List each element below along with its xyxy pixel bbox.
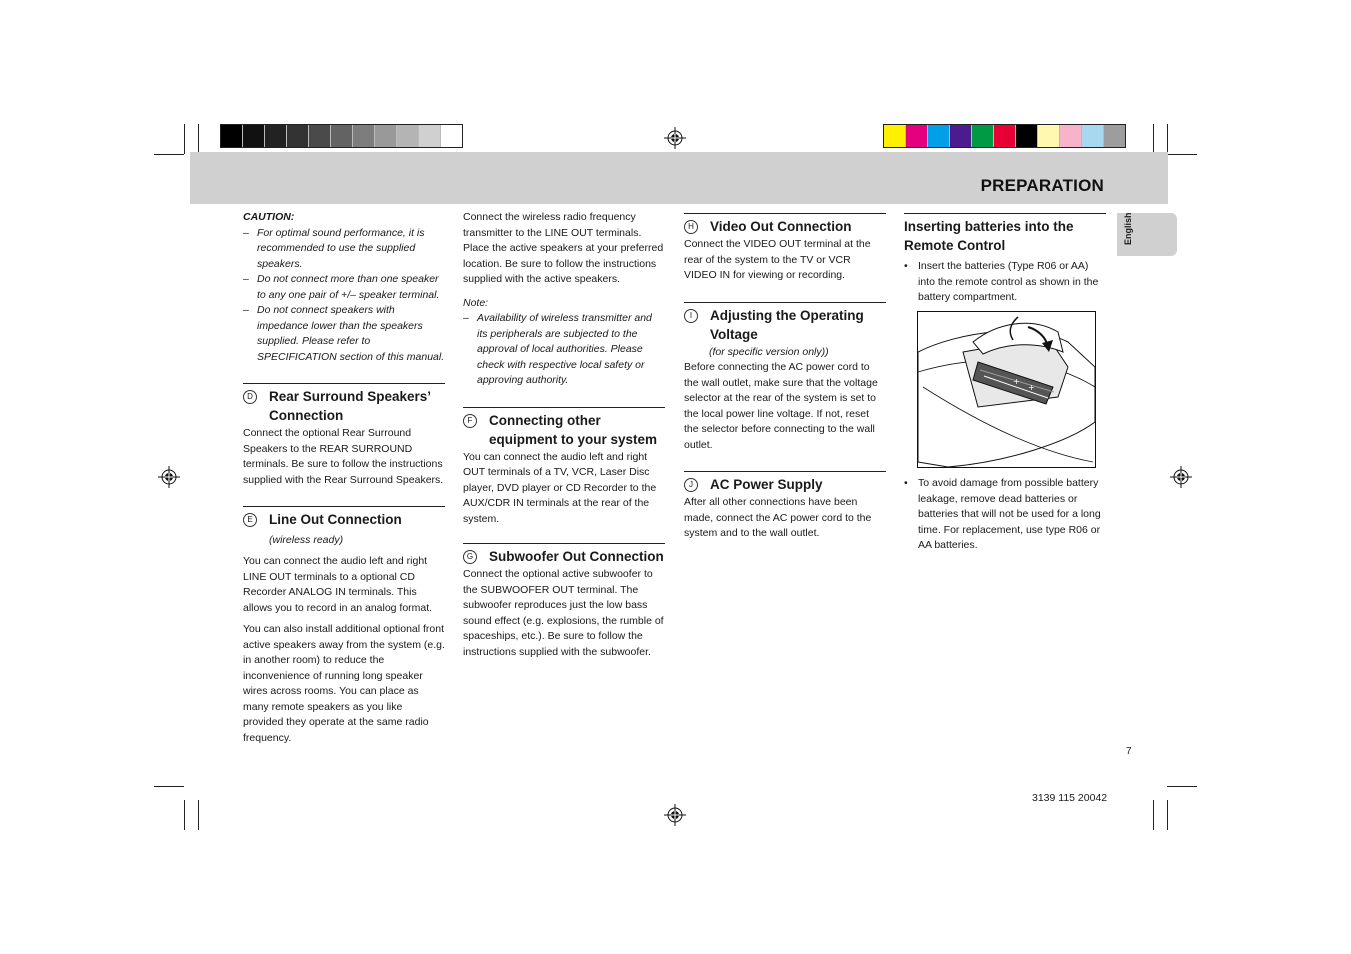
caution-title: CAUTION:	[243, 211, 295, 223]
crop-mark	[1167, 800, 1168, 830]
svg-text:+: +	[1013, 377, 1020, 386]
caution-item: – Do not connect speakers with impedance lower than the speakers supplied. Please refer to SPECIFICATION section of this manual.	[243, 303, 445, 365]
color-calibration-bar	[883, 124, 1126, 148]
section-body: After all other connections have been made, connect the AC power cord to the system and to the wall outlet.	[684, 496, 872, 539]
header-band	[190, 152, 1168, 204]
gray-swatch	[243, 125, 265, 147]
gray-swatch	[397, 125, 419, 147]
color-swatch	[972, 125, 994, 147]
crop-mark	[1167, 154, 1197, 155]
section-letter: H	[684, 220, 698, 234]
section-i-heading	[684, 302, 886, 344]
gray-swatch	[221, 125, 243, 147]
section-body: Connect the wireless radio frequency transmitter to the LINE OUT terminals. Place the active speakers at your preferred location. Be sure to follow the instructions supplied with the active speakers.	[463, 211, 664, 285]
registration-target-icon	[158, 466, 180, 488]
color-swatch	[1060, 125, 1082, 147]
gray-swatch	[265, 125, 287, 147]
caution-list	[243, 226, 445, 366]
color-swatch	[1038, 125, 1060, 147]
section-body: Connect the VIDEO OUT terminal at the rear of the system to the TV or VCR VIDEO IN for viewing or recording.	[684, 238, 871, 281]
document-code: 3139 115 20042	[1032, 792, 1108, 804]
color-swatch	[906, 125, 928, 147]
gray-swatch	[353, 125, 375, 147]
section-letter: I	[684, 309, 698, 323]
section-body: You can also install additional optional front active speakers away from the system (e.g. in another room) to reduce the inconvenience of running long speaker wires across rooms. You can place as many remote speakers as you like provided they operate at the same radio frequency.	[243, 623, 445, 744]
note-item: – Availability of wireless transmitter and its peripherals are subjected to the approval of local authorities. Please check with respective local safety or approving authority.	[463, 311, 665, 389]
section-body: You can connect the audio left and right LINE OUT terminals to a optional CD Recorder ANALOG IN terminals. This allows you to record in an analog format.	[243, 555, 433, 614]
section-title: Rear Surround Speakers’ Connection	[269, 389, 431, 423]
gray-swatch	[287, 125, 309, 147]
section-body: Connect the optional Rear Surround Speakers to the REAR SURROUND terminals. Be sure to follow the instructions supplied with the Rear Surround Speakers.	[243, 427, 444, 486]
section-letter: D	[243, 390, 257, 404]
section-title: Connecting other equipment to your system	[489, 412, 658, 447]
bullet-item: • To avoid damage from possible battery leakage, remove dead batteries or batteries that will not be used for a long time. For replacement, use type R06 or AA batteries.	[904, 476, 1106, 554]
section-note: (for specific version only))	[709, 345, 829, 358]
section-g-heading	[463, 543, 665, 566]
color-swatch	[1082, 125, 1104, 147]
column-3	[684, 213, 886, 548]
caution-item: – For optimal sound performance, it is recommended to use the supplied speakers.	[243, 226, 445, 273]
section-d-heading	[243, 383, 445, 425]
remote-control-icon	[918, 312, 1095, 467]
bullet-item: • Insert the batteries (Type R06 or AA) into the remote control as shown in the battery compartment.	[904, 259, 1106, 306]
section-h-heading	[684, 213, 886, 236]
crop-mark	[184, 800, 185, 830]
crop-mark	[1167, 786, 1197, 787]
section-f-heading	[463, 407, 665, 449]
battery-list	[904, 259, 1106, 306]
language-tab	[1117, 213, 1177, 256]
section-title: Line Out Connection	[269, 512, 402, 527]
color-swatch	[1104, 125, 1125, 147]
column-2	[463, 210, 665, 666]
crop-mark	[198, 800, 199, 830]
batteries-heading	[904, 213, 1106, 255]
section-body: Connect the optional active subwoofer to the SUBWOOFER OUT terminal. The subwoofer reproduces just the low bass sound effect (e.g. explosions, the rumble of spaceships, etc.). Be sure to follow the instructions supplied with the subwoofer.	[463, 568, 664, 658]
registration-target-icon	[1170, 466, 1192, 488]
column-4-lower	[904, 476, 1106, 554]
section-letter: F	[463, 414, 477, 428]
remote-battery-illustration	[917, 311, 1096, 468]
language-label: English	[1123, 212, 1133, 245]
section-body: Before connecting the AC power cord to the wall outlet, make sure that the voltage selector at the rear of the system is set to the local power line voltage. If not, reset the selector before connecting to the wall outlet.	[684, 361, 878, 451]
note-list	[463, 311, 665, 389]
section-title: Video Out Connection	[710, 219, 852, 234]
section-j-heading	[684, 471, 886, 494]
color-swatch	[950, 125, 972, 147]
grayscale-calibration-bar	[220, 124, 463, 148]
column-4	[904, 213, 1106, 306]
crop-mark	[1153, 800, 1154, 830]
note-title: Note:	[463, 296, 489, 309]
crop-mark	[154, 786, 184, 787]
page-title: PREPARATION	[980, 176, 1104, 195]
crop-mark	[1167, 124, 1168, 154]
section-e-heading	[243, 506, 445, 550]
section-title: Inserting batteries into the Remote Control	[904, 219, 1074, 253]
section-title: Adjusting the Operating Voltage	[710, 307, 864, 342]
color-swatch	[994, 125, 1016, 147]
gray-swatch	[331, 125, 353, 147]
gray-swatch	[419, 125, 441, 147]
page-number: 7	[1126, 746, 1132, 757]
crop-mark	[154, 154, 184, 155]
crop-mark	[184, 124, 185, 154]
color-swatch	[928, 125, 950, 147]
color-swatch	[1016, 125, 1038, 147]
section-title: Subwoofer Out Connection	[489, 549, 664, 564]
crop-mark	[1153, 124, 1154, 154]
gray-swatch	[309, 125, 331, 147]
gray-swatch	[441, 125, 462, 147]
color-swatch	[884, 125, 906, 147]
section-letter: J	[684, 478, 698, 492]
registration-target-icon	[664, 804, 686, 826]
registration-target-icon	[664, 127, 686, 149]
battery-list	[904, 476, 1106, 554]
section-letter: E	[243, 513, 257, 527]
gray-swatch	[375, 125, 397, 147]
section-note: (wireless ready)	[269, 534, 344, 546]
column-1	[243, 210, 445, 752]
section-title: AC Power Supply	[710, 477, 823, 492]
crop-mark	[198, 124, 199, 154]
section-letter: G	[463, 550, 477, 564]
section-body: You can connect the audio left and right OUT terminals of a TV, VCR, Laser Disc player, DVD player or CD Recorder to the AUX/CDR IN terminals at the rear of the system.	[463, 450, 657, 525]
svg-text:+: +	[1028, 383, 1035, 392]
caution-item: – Do not connect more than one speaker to any one pair of +/– speaker terminal.	[243, 272, 445, 303]
